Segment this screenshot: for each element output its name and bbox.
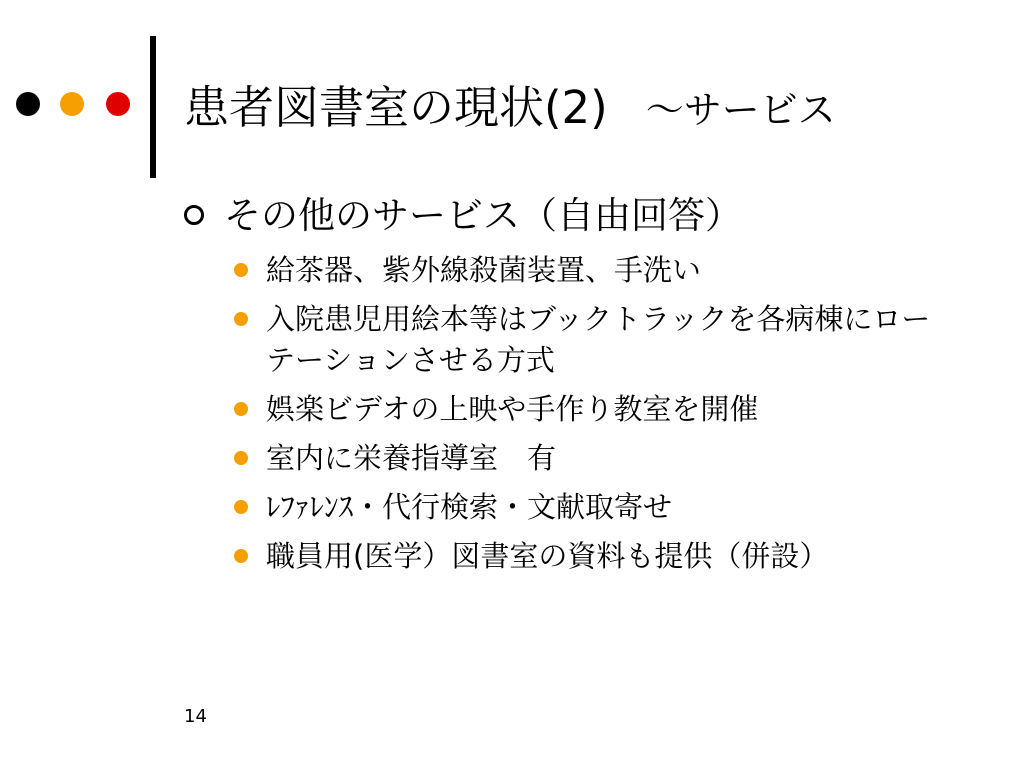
page-number: 14 — [184, 706, 207, 727]
title-divider — [150, 36, 156, 178]
dot-bullet-icon — [234, 500, 248, 514]
bullet-list — [234, 250, 954, 585]
list-item-text: 入院患児用絵本等はブックトラックを各病棟にローテーションさせる方式 — [266, 302, 931, 377]
list-item — [234, 487, 954, 528]
dot-bullet-icon — [234, 263, 248, 277]
orange-dot-icon — [60, 92, 84, 116]
list-item — [234, 438, 954, 479]
list-item-text: 娯楽ビデオの上映や手作り教室を開催 — [266, 392, 759, 426]
decorative-dots — [16, 92, 136, 122]
dot-bullet-icon — [234, 451, 248, 465]
list-item-text: 室内に栄養指導室 有 — [266, 441, 557, 475]
black-dot-icon — [16, 92, 40, 116]
section-heading-text: その他のサービス（自由回答） — [224, 194, 742, 237]
list-item — [234, 536, 954, 577]
slide-title-main: 患者図書室の現状(2) — [184, 81, 608, 134]
list-item-text: ﾚﾌｧﾚﾝｽ・代行検索・文献取寄せ — [266, 490, 673, 524]
ring-bullet-icon — [184, 205, 204, 225]
dot-bullet-icon — [234, 549, 248, 563]
list-item-text: 給茶器、紫外線殺菌装置、手洗い — [266, 253, 702, 287]
list-item — [234, 299, 954, 381]
list-item — [234, 250, 954, 291]
list-item-text: 職員用(医学）図書室の資料も提供（併設） — [266, 539, 829, 573]
section-heading — [184, 194, 742, 238]
red-dot-icon — [106, 92, 130, 116]
slide-title — [184, 78, 836, 138]
list-item — [234, 389, 954, 430]
dot-bullet-icon — [234, 312, 248, 326]
slide-title-suffix: ～サービス — [645, 88, 836, 132]
dot-bullet-icon — [234, 402, 248, 416]
